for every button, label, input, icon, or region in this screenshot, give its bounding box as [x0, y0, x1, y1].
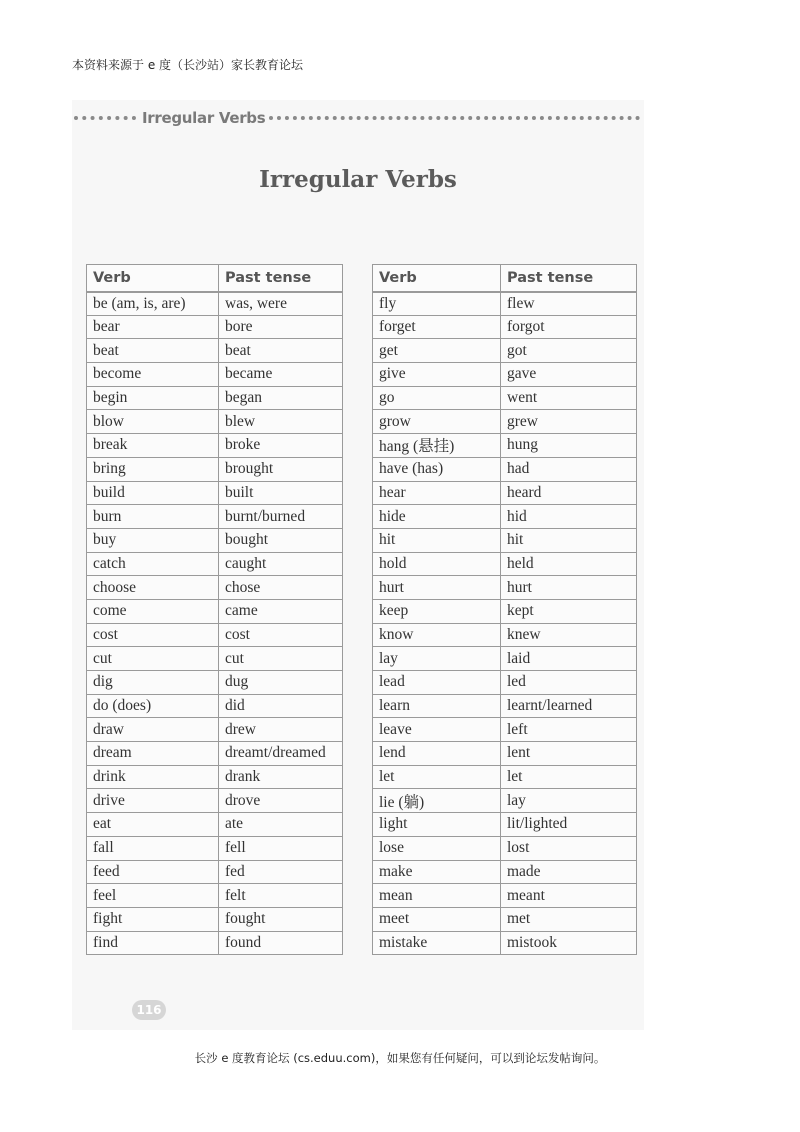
verb-cell: fly [373, 292, 501, 316]
table-row [87, 576, 343, 600]
verb-cell: drink [87, 765, 219, 789]
table-row [87, 410, 343, 434]
verb-cell: keep [373, 599, 501, 623]
past-tense-cell: meant [501, 884, 637, 908]
table-row [373, 576, 637, 600]
table-row [87, 552, 343, 576]
past-tense-cell: held [501, 552, 637, 576]
verb-cell: go [373, 386, 501, 410]
verb-cell: feel [87, 884, 219, 908]
table-row [87, 813, 343, 837]
past-tense-cell: burnt/burned [219, 505, 343, 529]
verb-cell: cost [87, 623, 219, 647]
table-row [373, 836, 637, 860]
verb-cell: let [373, 765, 501, 789]
verb-cell: bring [87, 457, 219, 481]
past-tense-cell: heard [501, 481, 637, 505]
table-row [373, 363, 637, 387]
table-row [87, 434, 343, 458]
header-note: 本资料来源于 e 度（长沙站）家长教育论坛 [72, 58, 304, 72]
table-row [87, 836, 343, 860]
verb-cell: get [373, 339, 501, 363]
past-tense-cell: bought [219, 528, 343, 552]
verb-cell: be (am, is, are) [87, 292, 219, 316]
column-header-verb: Verb [373, 265, 501, 292]
past-tense-cell: drew [219, 718, 343, 742]
past-tense-cell: was, were [219, 292, 343, 316]
table-row [87, 315, 343, 339]
table-row [373, 671, 637, 695]
table-row [87, 718, 343, 742]
past-tense-cell: lit/lighted [501, 813, 637, 837]
table-row [373, 860, 637, 884]
page-number-badge: 116 [132, 1000, 166, 1020]
verb-cell: come [87, 599, 219, 623]
table-row [373, 623, 637, 647]
past-tense-cell: dreamt/dreamed [219, 742, 343, 766]
table-row [87, 860, 343, 884]
table-header-row [373, 265, 637, 292]
table-row [373, 481, 637, 505]
verb-cell: hit [373, 528, 501, 552]
past-tense-cell: led [501, 671, 637, 695]
table-row [87, 931, 343, 955]
table-row [87, 623, 343, 647]
past-tense-cell: knew [501, 623, 637, 647]
table-row [87, 789, 343, 813]
table-row [87, 599, 343, 623]
verb-cell: dream [87, 742, 219, 766]
verb-cell: lead [373, 671, 501, 695]
verb-cell: lie (躺) [373, 789, 501, 813]
table-row [87, 742, 343, 766]
table-row [87, 457, 343, 481]
table-row [373, 742, 637, 766]
past-tense-cell: flew [501, 292, 637, 316]
table-row [373, 410, 637, 434]
past-tense-cell: hit [501, 528, 637, 552]
verb-cell: have (has) [373, 457, 501, 481]
past-tense-cell: mistook [501, 931, 637, 955]
verb-cell: fight [87, 907, 219, 931]
verb-cell: hang (悬挂) [373, 434, 501, 458]
section-banner [72, 108, 644, 128]
past-tense-cell: beat [219, 339, 343, 363]
verb-cell: drive [87, 789, 219, 813]
past-tense-cell: came [219, 599, 343, 623]
banner-title: Irregular Verbs [142, 109, 266, 127]
verb-cell: make [373, 860, 501, 884]
table-row [373, 789, 637, 813]
verb-cell: leave [373, 718, 501, 742]
verb-cell: bear [87, 315, 219, 339]
table-row [373, 718, 637, 742]
past-tense-cell: lay [501, 789, 637, 813]
verb-cell: break [87, 434, 219, 458]
verb-cell: build [87, 481, 219, 505]
table-row [373, 315, 637, 339]
verb-cell: cut [87, 647, 219, 671]
verb-cell: become [87, 363, 219, 387]
past-tense-cell: lost [501, 836, 637, 860]
verb-cell: dig [87, 671, 219, 695]
verb-table-left [86, 264, 343, 955]
table-row [373, 931, 637, 955]
table-row [373, 647, 637, 671]
table-row [373, 505, 637, 529]
past-tense-cell: caught [219, 552, 343, 576]
past-tense-cell: let [501, 765, 637, 789]
past-tense-cell: lent [501, 742, 637, 766]
verb-cell: eat [87, 813, 219, 837]
table-row [87, 339, 343, 363]
verb-cell: fall [87, 836, 219, 860]
verb-cell: mean [373, 884, 501, 908]
verb-cell: buy [87, 528, 219, 552]
table-row [87, 694, 343, 718]
table-row [373, 457, 637, 481]
past-tense-cell: learnt/learned [501, 694, 637, 718]
past-tense-cell: hid [501, 505, 637, 529]
table-row [87, 884, 343, 908]
banner-dots-right [269, 116, 640, 120]
column-header-past-tense: Past tense [501, 265, 637, 292]
past-tense-cell: felt [219, 884, 343, 908]
verb-cell: light [373, 813, 501, 837]
verb-cell: find [87, 931, 219, 955]
column-header-verb: Verb [87, 265, 219, 292]
past-tense-cell: brought [219, 457, 343, 481]
past-tense-cell: dug [219, 671, 343, 695]
verb-cell: know [373, 623, 501, 647]
past-tense-cell: began [219, 386, 343, 410]
verb-cell: begin [87, 386, 219, 410]
past-tense-cell: did [219, 694, 343, 718]
past-tense-cell: made [501, 860, 637, 884]
verb-cell: learn [373, 694, 501, 718]
banner-dots-left [74, 116, 136, 120]
column-header-past-tense: Past tense [219, 265, 343, 292]
scanned-page [72, 100, 644, 1030]
verb-table-right [372, 264, 637, 955]
verb-cell: beat [87, 339, 219, 363]
past-tense-cell: became [219, 363, 343, 387]
table-row [87, 671, 343, 695]
table-row [87, 647, 343, 671]
past-tense-cell: chose [219, 576, 343, 600]
past-tense-cell: built [219, 481, 343, 505]
past-tense-cell: gave [501, 363, 637, 387]
table-row [373, 434, 637, 458]
past-tense-cell: ate [219, 813, 343, 837]
verb-cell: hurt [373, 576, 501, 600]
past-tense-cell: laid [501, 647, 637, 671]
past-tense-cell: bore [219, 315, 343, 339]
past-tense-cell: cost [219, 623, 343, 647]
past-tense-cell: found [219, 931, 343, 955]
table-row [373, 386, 637, 410]
table-row [373, 907, 637, 931]
verb-cell: meet [373, 907, 501, 931]
footer-note: 长沙 e 度教育论坛 (cs.eduu.com)，如果您有任何疑问，可以到论坛发帖询问。 [194, 1051, 606, 1065]
table-header-row [87, 265, 343, 292]
past-tense-cell: drank [219, 765, 343, 789]
past-tense-cell: met [501, 907, 637, 931]
past-tense-cell: fell [219, 836, 343, 860]
verb-cell: lose [373, 836, 501, 860]
verb-cell: hide [373, 505, 501, 529]
table-row [87, 292, 343, 316]
verb-cell: draw [87, 718, 219, 742]
past-tense-cell: drove [219, 789, 343, 813]
verb-cell: grow [373, 410, 501, 434]
table-row [87, 481, 343, 505]
verb-cell: give [373, 363, 501, 387]
table-row [87, 907, 343, 931]
past-tense-cell: had [501, 457, 637, 481]
table-row [373, 528, 637, 552]
table-row [373, 599, 637, 623]
verb-cell: hear [373, 481, 501, 505]
verb-cell: choose [87, 576, 219, 600]
past-tense-cell: fed [219, 860, 343, 884]
verb-cell: hold [373, 552, 501, 576]
past-tense-cell: hung [501, 434, 637, 458]
table-row [373, 765, 637, 789]
verb-cell: lend [373, 742, 501, 766]
past-tense-cell: kept [501, 599, 637, 623]
table-row [373, 813, 637, 837]
table-row [373, 884, 637, 908]
verb-cell: lay [373, 647, 501, 671]
past-tense-cell: fought [219, 907, 343, 931]
past-tense-cell: forgot [501, 315, 637, 339]
table-row [87, 765, 343, 789]
verb-cell: feed [87, 860, 219, 884]
table-row [87, 528, 343, 552]
table-row [87, 386, 343, 410]
past-tense-cell: hurt [501, 576, 637, 600]
table-row [373, 292, 637, 316]
verb-cell: catch [87, 552, 219, 576]
past-tense-cell: broke [219, 434, 343, 458]
verb-cell: do (does) [87, 694, 219, 718]
verb-cell: forget [373, 315, 501, 339]
table-row [373, 552, 637, 576]
verb-cell: burn [87, 505, 219, 529]
table-row [87, 363, 343, 387]
past-tense-cell: got [501, 339, 637, 363]
page-title: Irregular Verbs [259, 166, 457, 193]
verb-cell: blow [87, 410, 219, 434]
past-tense-cell: went [501, 386, 637, 410]
past-tense-cell: left [501, 718, 637, 742]
table-row [373, 339, 637, 363]
table-row [87, 505, 343, 529]
past-tense-cell: grew [501, 410, 637, 434]
past-tense-cell: blew [219, 410, 343, 434]
verb-cell: mistake [373, 931, 501, 955]
table-row [373, 694, 637, 718]
past-tense-cell: cut [219, 647, 343, 671]
